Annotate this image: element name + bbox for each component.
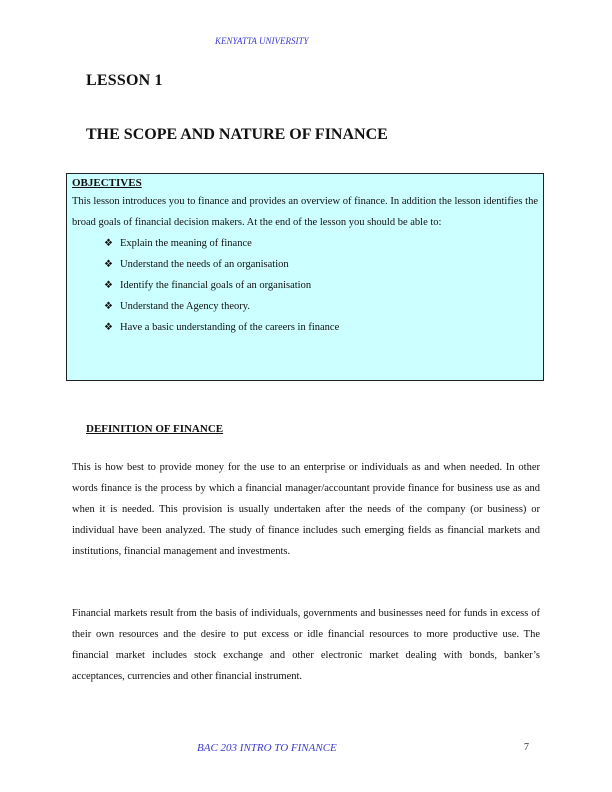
diamond-bullet-icon: ❖	[104, 280, 113, 291]
list-item: ❖ Explain the meaning of finance	[104, 233, 538, 254]
diamond-bullet-icon: ❖	[104, 238, 113, 249]
institution-name: KENYATTA UNIVERSITY	[215, 36, 309, 46]
list-item: ❖ Understand the needs of an organisation	[104, 254, 538, 275]
list-item: ❖ Understand the Agency theory.	[104, 296, 538, 317]
diamond-bullet-icon: ❖	[104, 322, 113, 333]
list-item: ❖ Have a basic understanding of the careers in finance	[104, 317, 538, 338]
lesson-number: LESSON 1	[86, 72, 163, 89]
diamond-bullet-icon: ❖	[104, 301, 113, 312]
page-number: 7	[524, 742, 529, 753]
objectives-box	[66, 173, 544, 381]
definition-heading: DEFINITION OF FINANCE	[86, 423, 224, 435]
financial-markets-paragraph: Financial markets result from the basis of individuals, governments and businesses need for funds in excess of their own resources and the desire to put excess or idle financial resources to more productive use. The financial market includes stock exchange and other electronic market dealing with bonds, banker’s acceptances, currencies and other financial instrument.	[72, 608, 540, 682]
lesson-title: THE SCOPE AND NATURE OF FINANCE	[86, 126, 388, 143]
list-item: ❖ Identify the financial goals of an organisation	[104, 275, 538, 296]
objectives-list	[72, 233, 538, 338]
definition-paragraph: This is how best to provide money for the use to an enterprise or individuals as and when needed. In other words finance is the process by which a financial manager/accountant provide finance for business use as and when it is needed. This provision is usually undertaken after the needs of the company (or business) or individual have been analyzed. The study of finance includes such emerging fields as financial markets and institutions, financial management and investments.	[72, 462, 540, 557]
diamond-bullet-icon: ❖	[104, 259, 113, 270]
objectives-intro: This lesson introduces you to finance and provides an overview of finance. In addition the lesson identifies the broad goals of financial decision makers. At the end of the lesson you should be able to:	[72, 196, 538, 228]
footer-course-title: BAC 203 INTRO TO FINANCE	[197, 742, 337, 754]
objectives-heading: OBJECTIVES	[72, 177, 142, 189]
